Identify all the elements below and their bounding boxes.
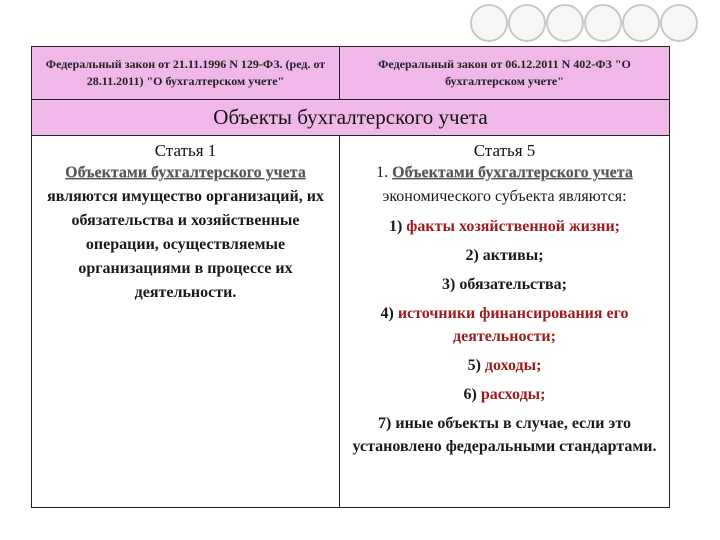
list-item-number: 5) <box>467 357 485 374</box>
list-item <box>340 383 669 406</box>
list-item-text: иные объекты в случае, если это установлено федеральными стандартами. <box>352 415 657 455</box>
ring-decoration <box>660 4 698 42</box>
list-item <box>340 215 669 238</box>
table-header-row <box>32 47 669 100</box>
list-item <box>340 354 669 377</box>
list-item-number: 1) <box>388 218 407 235</box>
right-intro <box>340 161 669 209</box>
ring-decoration <box>508 4 546 42</box>
left-text: являются имущество организаций, их обязательства и хозяйственные операции, осуществляемые организациями в процессе их деятельности. <box>47 188 324 301</box>
left-column <box>32 136 340 507</box>
list-item-text: источники финансирования его деятельности; <box>397 305 629 345</box>
list-item <box>340 412 669 458</box>
left-article-heading: Статья 1 <box>154 141 217 160</box>
right-term: Объектами бухгалтерского учета <box>392 164 633 181</box>
comparison-table <box>31 46 670 508</box>
list-item-number: 2) <box>465 247 483 264</box>
header-law-2011: Федеральный закон от 06.12.2011 N 402-ФЗ "О бухгалтерском учете" <box>378 57 631 88</box>
header-law-1996: Федеральный закон от 21.11.1996 N 129-ФЗ. (ред. от 28.11.2011) "О бухгалтерском учете" <box>32 47 340 99</box>
left-article-body <box>32 161 339 305</box>
right-column <box>340 136 669 507</box>
list-item-text: активы; <box>482 247 544 264</box>
right-article-heading: Статья 5 <box>473 141 536 160</box>
ring-decoration <box>584 4 622 42</box>
list-item-text: доходы; <box>484 357 542 374</box>
right-intro-text: экономического субъекта являются: <box>382 188 627 205</box>
intro-number: 1. <box>376 164 393 181</box>
ring-decoration <box>470 4 508 42</box>
list-item-number: 6) <box>463 386 481 403</box>
table-title: Объекты бухгалтерского учета <box>32 100 669 136</box>
list-item-number: 3) <box>442 276 460 293</box>
list-item-text: обязательства; <box>459 276 567 293</box>
list-item <box>340 302 669 348</box>
list-item-text: расходы; <box>480 386 546 403</box>
left-term: Объектами бухгалтерского учета <box>65 164 306 181</box>
list-item-number: 7) <box>378 415 396 432</box>
list-item <box>340 273 669 296</box>
objects-list <box>340 215 669 458</box>
list-item-number: 4) <box>380 305 398 322</box>
ring-decoration <box>546 4 584 42</box>
list-item <box>340 244 669 267</box>
ring-decoration <box>622 4 660 42</box>
list-item-text: факты хозяйственной жизни; <box>406 218 621 235</box>
